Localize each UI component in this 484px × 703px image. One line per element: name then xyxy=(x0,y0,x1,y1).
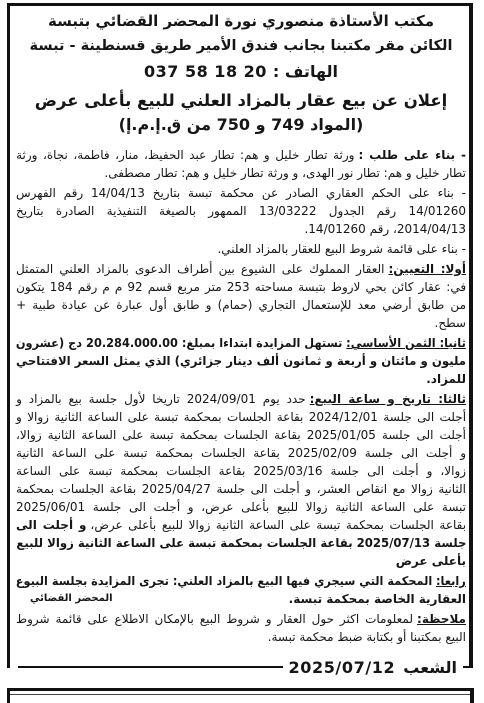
text-line xyxy=(16,334,466,352)
next-notice-frame xyxy=(7,688,474,703)
phone-label: الهاتف : xyxy=(272,62,338,81)
line-text: أجلت الى جلسة 2024/12/01 بقاعة الجلسات بمحكمة تبسة على الساعة الثانية زوالا و xyxy=(16,410,466,424)
text-line xyxy=(16,390,466,408)
final-session-start: و أجلت الى xyxy=(15,518,87,532)
line-text: حدد يوم 2024/09/01 تاريخا لأول جلسة بيع بالمزاد و xyxy=(16,392,306,406)
line-content xyxy=(16,426,466,444)
text-line xyxy=(16,590,466,608)
text-line xyxy=(16,480,466,498)
footer-rule-left xyxy=(18,666,283,668)
line-content xyxy=(16,408,466,426)
line-content xyxy=(435,314,466,332)
text-line xyxy=(16,260,466,278)
text-line xyxy=(16,572,466,590)
line-content xyxy=(16,202,466,220)
text-line xyxy=(16,220,466,238)
line-text: أجلت الى جلسة 2025/01/05 بقاعة الجلسات بمحكمة تبسة على الساعة الثانية زوالا، xyxy=(15,428,466,442)
line-text: البيع بمكتبنا أو بكتابة ضبط محكمة تبسة. xyxy=(267,630,466,644)
line-text: المحكمة التي سيجري فيها البيع بالمزاد العلني: تجرى المزايدة بجلسة البيوع xyxy=(15,574,433,588)
text-line xyxy=(16,426,466,444)
paragraph-base-price xyxy=(16,334,466,388)
paragraph-note xyxy=(16,610,466,646)
text-line xyxy=(16,184,466,202)
request-label: - بناء على طلب : xyxy=(358,148,466,162)
line-text: 14/01260 رقم الجدول 13/03222 الممهور بالصيغة التنفيذية الصادرة بتاريخ xyxy=(16,204,466,218)
bailiff-signature: المحضر القضائي xyxy=(30,593,113,604)
base-price-label: ثانيا: الثمن الأساسي: xyxy=(346,336,466,350)
line-text: تطار خليل و هم: تطار نور الهدى، و ورثة تطار خليل و هم: تطار مصطفى. xyxy=(104,166,466,180)
line-text: الثانية زوالا مع انقاص العشر، و أجلت الى جلسة 2025/04/27 بقاعة الجلسات بمحكمة xyxy=(16,482,466,496)
paragraph-request xyxy=(16,146,466,182)
sale-dates-label: ثالثا: تاريخ و ساعة البيع: xyxy=(309,392,466,406)
text-line xyxy=(16,314,466,332)
paragraph-designation xyxy=(16,260,466,332)
line-text: سطح. xyxy=(434,316,466,330)
text-line xyxy=(16,370,466,388)
line-content xyxy=(396,552,466,570)
office-phone xyxy=(16,60,466,84)
office-name-text: مكتب الأستاذة منصوري نورة المحضر القضائي بتبسة xyxy=(47,12,434,30)
paragraph-conditions xyxy=(16,240,466,258)
office-name xyxy=(16,9,466,33)
line-text: - بناء على قائمة شروط البيع للعقار بالمزاد العلني. xyxy=(217,242,466,256)
line-content xyxy=(16,278,466,296)
paragraph-judgment xyxy=(16,184,466,238)
line-content xyxy=(16,480,466,498)
line-content xyxy=(16,352,466,370)
line-text: في: عقار كائن بحي لاروط بتبسة مساحته 253 متر مربع قسم 92 م م رقم 184 يتكون xyxy=(16,280,466,294)
office-address-text: الكائن مقر مكتبنا بجانب فندق الأمير طريق قسنطينة - تبسة xyxy=(29,38,453,54)
paragraph-court xyxy=(16,572,466,608)
line-text: - بناء على الحكم العقاري الصادر عن محكمة تبسة بتاريخ 14/04/13 رقم الفهرس xyxy=(16,186,466,200)
line-text: تبسة على الساعة الثانية زوالا للبيع بأعلى عرض، و أجلت الى جلسة 2025/06/01 xyxy=(15,500,466,514)
legal-basis xyxy=(16,113,466,137)
text-line xyxy=(16,352,466,370)
designation-label: أولا: التعيين: xyxy=(388,262,466,276)
final-session-text: جلسة 2025/07/13 بقاعة الجلسات بمحكمة تبسة على الساعة الثانية زوالا للبيع xyxy=(15,536,466,550)
line-content xyxy=(16,534,466,552)
text-line xyxy=(16,610,466,628)
text-line xyxy=(16,240,466,258)
line-content xyxy=(16,184,466,202)
notice-body xyxy=(16,146,466,646)
line-text: بقاعة الجلسات بمحكمة تبسة على الساعة الثانية زوالا للبيع بأعلى عرض، xyxy=(90,518,467,532)
line-text: ورثة تطار خليل و هم: تطار عبد الحفيظ، منار، فاطمة، نجاة، ورثة xyxy=(16,148,355,162)
line-content xyxy=(304,220,466,238)
text-line xyxy=(16,444,466,462)
phone-number: 037 58 18 20 xyxy=(144,62,267,81)
line-content xyxy=(16,572,466,590)
announcement-title-text: إعلان عن بيع عقار بالمزاد العلني للبيع بأعلى عرض xyxy=(34,91,448,110)
line-content xyxy=(16,516,466,534)
text-line xyxy=(16,278,466,296)
line-text: و أجلت الى جلسة 2025/02/09 بقاعة الجلسات بمحكمة تبسة على الساعة الثانية xyxy=(16,446,466,460)
text-line xyxy=(16,534,466,552)
line-text: العقارية الخاصة بمحكمة تبسة. xyxy=(288,592,466,606)
publication-date: 2025/07/12 xyxy=(288,657,396,677)
line-content xyxy=(16,610,466,628)
text-line xyxy=(16,202,466,220)
line-content xyxy=(104,164,466,182)
line-text: زوالا، و أجلت الى جلسة 2025/03/16 بقاعة الجلسات بمحكمة تبسة على الساعة xyxy=(15,464,466,478)
line-content xyxy=(289,590,466,608)
text-line xyxy=(16,516,466,534)
line-content xyxy=(16,146,466,164)
footer-rule-right xyxy=(463,666,473,668)
line-text: من طابق أرضي معد للإستعمال التجاري (حمام) و طابق أول عبارة عن عيادة طبية + xyxy=(16,298,466,312)
line-text: لمعلومات اكثر حول العقار و شروط البيع بالإمكان الاطلاع على قائمة شروط xyxy=(16,612,414,626)
publication-footer xyxy=(18,656,473,678)
note-label: ملاحظة: xyxy=(417,612,466,626)
line-content xyxy=(217,240,466,258)
text-line xyxy=(16,296,466,314)
text-line xyxy=(16,146,466,164)
final-session-text: بأعلى عرض xyxy=(395,554,466,568)
phone-line xyxy=(144,60,338,84)
text-line xyxy=(16,462,466,480)
line-content xyxy=(16,260,466,278)
line-content xyxy=(16,462,466,480)
line-text: العقار المملوك على الشيوع بين أطراف الدعوى بالمزاد العلني المتمثل xyxy=(15,262,385,276)
line-content xyxy=(16,390,466,408)
office-address xyxy=(16,34,466,58)
text-line xyxy=(16,628,466,646)
line-content xyxy=(16,334,466,352)
announcement-title xyxy=(16,89,466,113)
line-content xyxy=(16,444,466,462)
text-line xyxy=(16,164,466,182)
text-line xyxy=(16,552,466,570)
text-line xyxy=(16,498,466,516)
line-text: تستهل المزايدة ابتداءا بمبلغ: 20.284.000.00 دج (عشرون xyxy=(15,336,343,350)
line-content xyxy=(16,296,466,314)
line-content xyxy=(268,628,466,646)
line-content xyxy=(426,370,466,388)
court-label: رابعا: xyxy=(436,574,466,588)
legal-basis-text: (المواد 749 و 750 من ق.إ.م.إ) xyxy=(118,115,364,134)
text-line xyxy=(16,408,466,426)
line-text: مليون و مائتان و أربعة و ثمانون ألف دينار جزائري) الذي يمثل السعر الافتتاحي xyxy=(16,354,466,368)
line-content xyxy=(16,498,466,516)
newspaper-name: الشعب xyxy=(403,657,457,677)
publication-info xyxy=(283,658,464,677)
paragraph-sale-dates xyxy=(16,390,466,570)
line-text: للمزاد. xyxy=(426,372,466,386)
line-text: 2014/04/13، رقم 14/01260. xyxy=(304,222,466,236)
